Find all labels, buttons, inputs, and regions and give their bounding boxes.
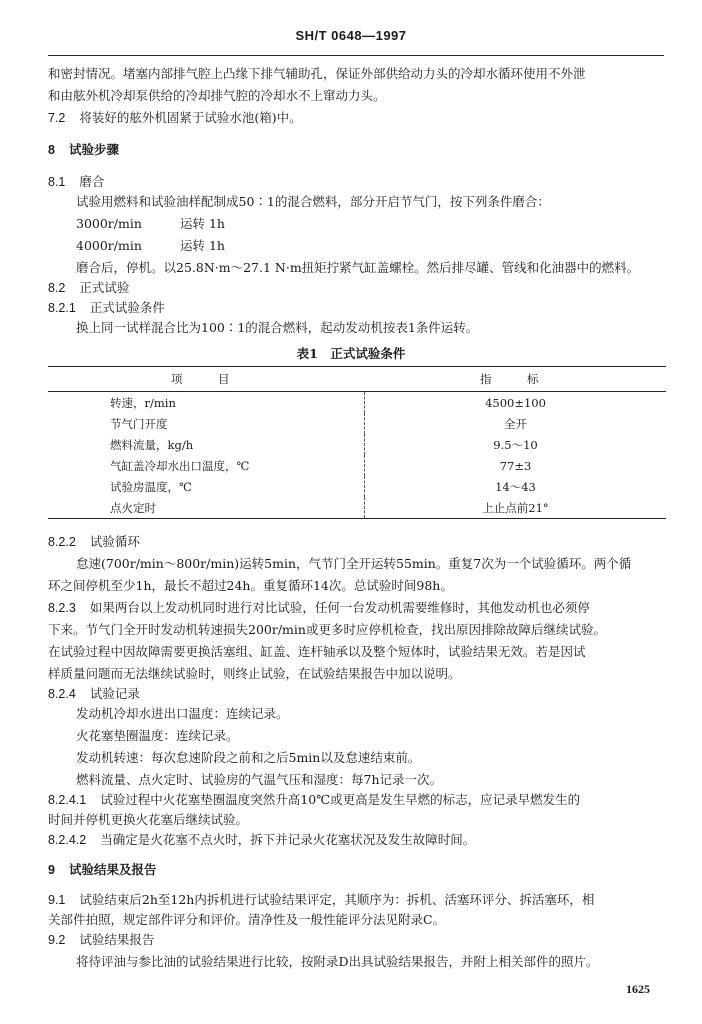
table-row [48,392,666,414]
paragraph-line: 试验结束后2h至12h内拆机进行试验结果评定，其顺序为：拆机、活塞环评分、拆活塞环，相 [79,892,595,907]
section-number: 9.2 [48,933,66,947]
table-cell-spec: 14～43 [365,476,667,497]
section-number: 8.1 [48,175,66,189]
section-number: 8.2.2 [48,535,76,549]
run-time-1: 运转 1h [180,216,225,231]
paragraph-line: 试验过程中火花塞垫圈温度突然升高10℃或更高是发生早燃的标志，应记录早燃发生的 [100,792,581,807]
table-cell-item: 气缸盖冷却水出口温度，℃ [110,458,250,473]
paragraph-line: 怠速(700r/min～800r/min)运转5min，气节门全开运转55min。重复7次为一个试验循环。两个循 [76,556,632,571]
section-8-heading [48,140,119,160]
paragraph-line: 样质量问题而无法继续试验时，则终止试验，在试验结果报告中加以说明。 [48,666,461,681]
section-8-2-4-1 [48,790,580,810]
table-row [48,455,666,476]
section-number: 9 [48,863,55,877]
table-cell-spec: 77±3 [365,455,667,476]
section-9-heading [48,860,156,880]
run-speed-1: 3000r/min [76,216,142,231]
table-cell-item: 节气门开度 [110,416,168,431]
table-cell-spec: 上止点前21° [365,497,667,519]
run-time-2: 运转 1h [180,238,225,253]
table-row [48,476,666,497]
section-8-1-heading [48,172,104,192]
section-8-2-4-heading [48,684,140,704]
table-cell-spec: 9.5～10 [365,434,667,455]
paragraph-line: 关部件拍照，规定部件评分和评价。清净性及一般性能评分法见附录C。 [48,912,446,927]
section-number: 8.2.4.2 [48,833,87,847]
standard-code-header: SH/T 0648—1997 [295,28,407,43]
page-number: 1625 [626,982,650,996]
section-number: 8 [48,143,55,157]
table-header-row [48,367,666,392]
table-cell-spec: 全开 [365,413,667,434]
section-title: 试验循环 [89,534,140,549]
paragraph-line: 时间并停机更换火花塞后继续试验。 [48,812,249,827]
paragraph-line: 和密封情况。堵塞内部排气腔上凸缘下排气辅助孔，保证外部供给动力头的冷却水循环使用不外泄 [48,66,586,81]
table-cell-item: 转速，r/min [110,395,176,410]
paragraph-line: 试验用燃料和试验油样配制成50∶1的混合燃料，部分开启节气门，按下列条件磨合： [76,194,550,209]
header-rule [48,55,664,56]
table-cell-item: 试验房温度，℃ [110,479,192,494]
record-item: 燃料流量、点火定时、试验房的气温气压和湿度：每7h记录一次。 [76,772,443,787]
section-number: 8.2.4 [48,687,76,701]
section-title: 试验步骤 [68,142,119,157]
section-8-2-2-heading [48,532,140,552]
run-speed-2: 4000r/min [76,238,142,253]
section-number: 9.1 [48,893,66,907]
column-header-spec: 指 标 [365,367,667,392]
paragraph-line: 下来。节气门全开时发动机转速损失200r/min或更多时应停机检查，找出原因排除故障后继续试验。 [48,622,606,637]
section-title: 试验记录 [89,686,140,701]
record-item: 发动机转速：每次怠速阶段之前和之后5min以及怠速结束前。 [76,750,421,765]
record-item: 发动机冷却水进出口温度：连续记录。 [76,706,289,721]
record-item: 火花塞垫圈温度：连续记录。 [76,728,239,743]
section-number: 8.2 [48,281,66,295]
paragraph-line: 在试验过程中因故障需要更换活塞组、缸盖、连杆轴承以及整个短体时，试验结果无效。若是因试 [48,644,586,659]
table-row [48,434,666,455]
section-8-2-1-heading [48,298,165,318]
section-number: 8.2.3 [48,601,76,615]
table-row [48,413,666,434]
table-cell-item: 点火定时 [48,497,365,519]
section-title: 磨合 [79,174,105,189]
section-8-2-4-2 [48,830,475,850]
section-title: 试验结果报告 [79,932,155,947]
section-8-2-3 [48,598,590,618]
section-7-2 [48,108,302,128]
paragraph-line: 当确定是火花塞不点火时，拆下并记录火花塞状况及发生故障时间。 [100,832,476,847]
paragraph-line: 将待评油与参比油的试验结果进行比较，按附录D出具试验结果报告，并附上相关部件的照片。 [76,954,599,969]
paragraph-line: 和由舷外机冷却泵供给的冷却排气腔的冷却水不上窜动力头。 [48,88,386,103]
section-number: 8.2.4.1 [48,793,87,807]
test-conditions-table [48,366,666,519]
section-number: 7.2 [48,111,66,125]
section-text: 将装好的舷外机固紧于试验水池(箱)中。 [79,110,302,125]
table-cell-spec: 4500±100 [365,392,667,414]
table-cell-item: 燃料流量，kg/h [110,437,194,452]
section-title: 正式试验条件 [89,300,165,315]
paragraph-line: 换上同一试样混合比为100∶1的混合燃料，起动发动机按表1条件运转。 [76,320,479,335]
section-title: 正式试验 [79,280,130,295]
table-caption: 表1 正式试验条件 [296,346,406,361]
section-number: 8.2.1 [48,301,76,315]
column-header-item: 项 目 [48,367,365,392]
paragraph-line: 磨合后，停机。以25.8N·m～27.1 N·m扭矩拧紧气缸盖螺栓。然后排尽罐、管线和化油器中的燃料。 [76,260,640,275]
section-9-1 [48,890,594,910]
paragraph-line: 环之间停机至少1h，最长不超过24h。重复循环14次。总试验时间98h。 [48,578,453,593]
paragraph-line: 如果两台以上发动机同时进行对比试验，任何一台发动机需要维修时，其他发动机也必须停 [89,600,590,615]
section-title: 试验结果及报告 [68,862,157,877]
section-9-2-heading [48,930,154,950]
section-8-2-heading [48,278,129,298]
table-row [48,497,666,519]
